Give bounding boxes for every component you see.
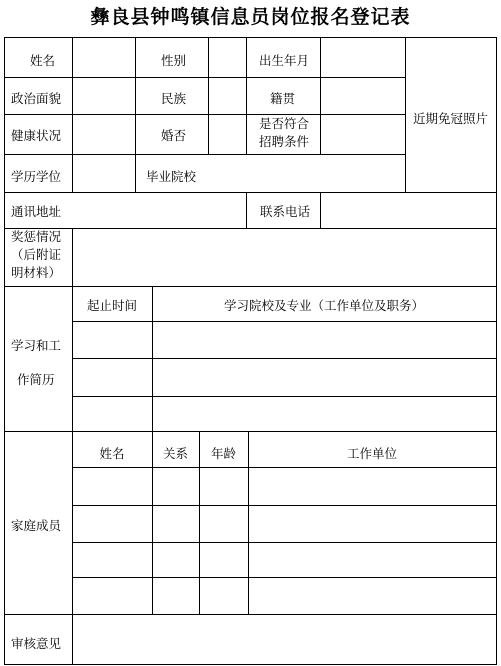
resume-detail-header: 学习院校及专业（工作单位及职务）	[223, 298, 424, 313]
address-label: 通讯地址	[11, 204, 62, 219]
eligibility-label-line1: 是否符合	[259, 116, 310, 131]
political-status-label: 政治面貌	[11, 91, 62, 106]
resume-period-header: 起止时间	[86, 298, 137, 313]
ethnicity-label: 民族	[161, 91, 187, 106]
family-name-header: 姓名	[99, 446, 125, 461]
resume-label-line2: 作简历	[17, 372, 55, 387]
graduate-school-label: 毕业院校	[146, 169, 197, 184]
awards-label-line1: 奖惩情况	[11, 229, 62, 244]
photo-label: 近期免冠照片	[413, 111, 489, 126]
education-label: 学历学位	[11, 169, 62, 184]
family-age-header: 年龄	[210, 446, 236, 461]
review-opinion-label: 审核意见	[11, 636, 62, 651]
awards-label-line2: （后附证	[11, 247, 62, 262]
family-work-header: 工作单位	[346, 446, 397, 461]
phone-label: 联系电话	[260, 204, 311, 219]
birth-date-label: 出生年月	[259, 53, 310, 68]
awards-label-line3: 明材料）	[11, 265, 62, 280]
name-label: 姓名	[30, 53, 56, 68]
resume-label-line1: 学习和工	[11, 338, 62, 353]
eligibility-label-line2: 招聘条件	[259, 134, 310, 149]
family-relation-header: 关系	[162, 446, 188, 461]
marital-status-label: 婚否	[161, 128, 187, 143]
form-title: 彝良县钟鸣镇信息员岗位报名登记表	[90, 6, 411, 28]
family-members-label: 家庭成员	[11, 518, 62, 533]
gender-label: 性别	[161, 53, 187, 68]
health-status-label: 健康状况	[11, 128, 62, 143]
native-place-label: 籍贯	[270, 91, 296, 106]
